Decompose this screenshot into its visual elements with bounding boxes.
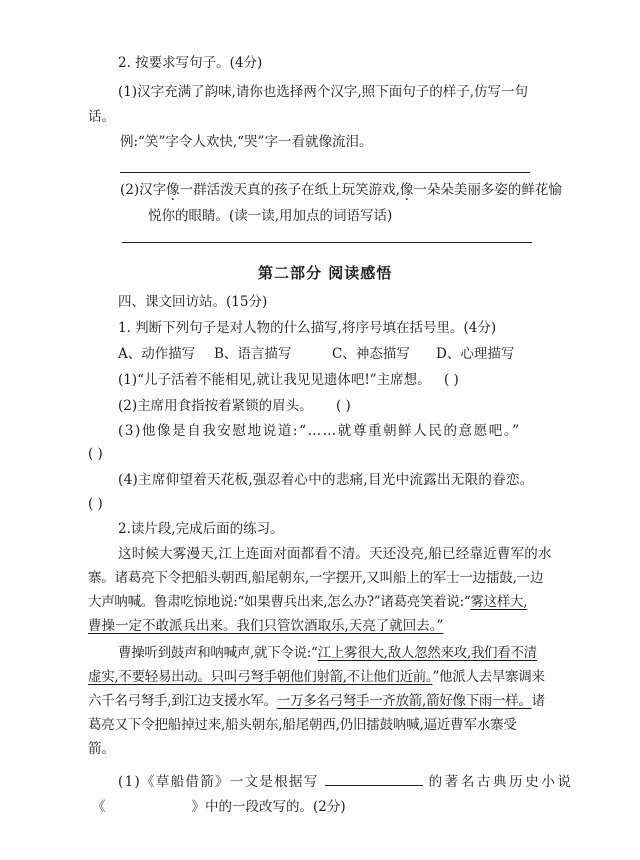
book-title-open: 《 xyxy=(92,799,106,815)
option-b: B、语言描写 xyxy=(214,346,292,362)
q2-part2-text-c: 一朵朵美丽多姿的鲜花愉 xyxy=(413,182,562,198)
q2-header: 2. 按要求写句子。(4分) xyxy=(118,55,263,71)
underlined-text: 江上雾很大,敌人忽然来攻,我们看不清 xyxy=(317,645,537,661)
question-text: 》中的一段改写的。(2分) xyxy=(191,799,346,815)
underlined-text: 雾这样大, xyxy=(470,594,528,610)
answer-paren-3[interactable]: ( ) xyxy=(88,446,103,462)
options-row xyxy=(118,344,514,364)
passage-p2-line4: 葛亮又下令把船掉过来,船头朝东,船尾朝西,仍旧擂鼓呐喊,逼近曹军水寨受 xyxy=(88,717,517,733)
option-d: D、心理描写 xyxy=(436,346,515,362)
question-text: 的著名古典历史小说 xyxy=(428,774,574,790)
reading-header: 2.读片段,完成后面的练习。 xyxy=(118,521,284,537)
answer-line-2[interactable] xyxy=(122,242,532,243)
passage-p1-line1: 这时候大雾漫天,江上连面对面都看不清。天还没亮,船已经靠近曹军的水 xyxy=(118,546,552,562)
passage-p2-line2 xyxy=(88,667,545,687)
sentence-3: (3)他像是自我安慰地说道:“……就尊重朝鲜人民的意愿吧。” xyxy=(118,423,521,439)
q2-part2-line1 xyxy=(120,180,562,200)
q2-part2-text-b: 一群活泼天真的孩子在纸上玩笑游戏, xyxy=(179,182,400,198)
passage-text: ”他派人去旱寨调来 xyxy=(432,669,545,685)
sentence-2: (2)主席用食指按着紧锁的眉头。 xyxy=(118,398,313,414)
q2-example: 例:“笑”字令人欢快,“哭”字一看就像流泪。 xyxy=(120,134,373,150)
answer-paren-1[interactable]: ( ) xyxy=(444,372,459,388)
q2-part1-line2: 话。 xyxy=(88,109,115,125)
emphasis-dot-word-1: 像 xyxy=(166,182,180,198)
q2-part2-text-a: (2)汉字 xyxy=(120,182,167,198)
answer-paren-2[interactable]: ( ) xyxy=(336,398,351,414)
passage-p2-line5: 箭。 xyxy=(88,741,115,757)
option-a: A、动作描写 xyxy=(118,346,196,362)
part4-header: 四、课文回访站。(15分) xyxy=(118,294,268,310)
passage-p1-line4 xyxy=(88,616,443,636)
underlined-text: 曹操一定不敢派兵出来。我们只管饮酒取乐,天亮了就回去。” xyxy=(88,618,444,634)
section-title: 第二部分 阅读感悟 xyxy=(258,264,393,282)
passage-p1-line3 xyxy=(88,592,527,612)
answer-line-1[interactable] xyxy=(120,172,530,173)
answer-blank-author[interactable] xyxy=(325,771,423,786)
sentence-1: (1)“儿子活着不能相见,就让我见见遗体吧!”主席想。 xyxy=(118,372,431,388)
option-c: C、神态描写 xyxy=(332,346,410,362)
passage-p2-line3 xyxy=(88,691,545,711)
passage-p2-line1 xyxy=(118,643,537,663)
passage-text: 大声呐喊。鲁肃吃惊地说:“如果曹兵出来,怎么办?”诸葛亮笑着说:“ xyxy=(88,594,471,610)
sentence-4: (4)主席仰望着天花板,强忍着心中的悲痛,目光中流露出无限的眷恋。 xyxy=(118,472,534,488)
reading-q1-line1 xyxy=(118,771,574,792)
underlined-text: 一万多名弓弩手一齐放箭,箭好像下雨一样。 xyxy=(276,693,532,709)
passage-text: 曹操听到鼓声和呐喊声,就下令说:“ xyxy=(118,645,318,661)
passage-text: 六千名弓弩手,到江边支援水军。 xyxy=(88,693,277,709)
question-text: (1)《草船借箭》一文是根据写 xyxy=(118,774,319,790)
underlined-text: 虚实,不要轻易出动。只叫弓弩手朝他们射箭,不让他们近前。 xyxy=(88,669,433,685)
passage-p1-line2: 寨。诸葛亮下令把船头朝西,船尾朝东,一字摆开,又叫船上的军士一边擂鼓,一边 xyxy=(88,570,544,586)
passage-text: 诸 xyxy=(531,693,545,709)
answer-paren-4[interactable]: ( ) xyxy=(88,496,103,512)
q2-part2-line2: 悦你的眼睛。(读一读,用加点的词语写话) xyxy=(148,208,393,224)
part4-q1-header: 1. 判断下列句子是对人物的什么描写,将序号填在括号里。(4分) xyxy=(118,320,497,336)
q2-part1-line1: (1)汉字充满了韵味,请你也选择两个汉字,照下面句子的样子,仿写一句 xyxy=(118,84,528,100)
reading-q1-line2 xyxy=(92,797,346,817)
emphasis-dot-word-2: 像 xyxy=(399,182,414,198)
